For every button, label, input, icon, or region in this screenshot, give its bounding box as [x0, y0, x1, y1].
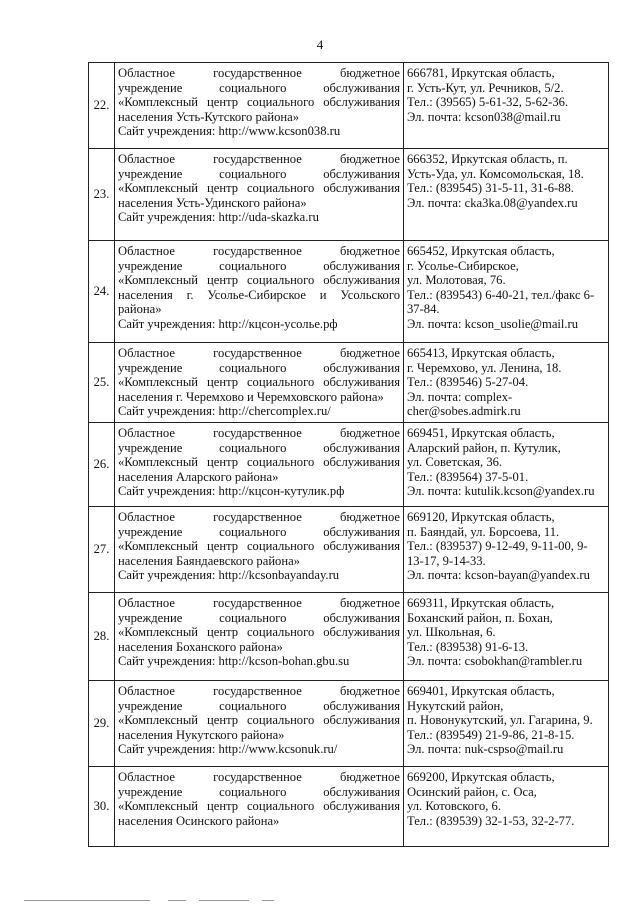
- page-footer-rule: [0, 896, 640, 905]
- institution-name-line: «Комплексный центр социального обслуживания: [118, 375, 400, 390]
- contact-info-line: Тел.: (839539) 32-1-53, 32-2-77.: [407, 813, 575, 828]
- contact-info-line: Эл. почта: csobokhan@rambler.ru: [407, 654, 583, 669]
- institution-name-line: учреждение социального обслуживания: [118, 258, 400, 273]
- institution-name-cell: [115, 507, 404, 593]
- contact-info-line: Эл. почта: kcson_usolie@mail.ru: [407, 316, 579, 331]
- contact-info-line: 666781, Иркутская область,: [407, 66, 555, 80]
- institution-name-line: Сайт учреждения: http://www.kcsonuk.ru/: [118, 742, 338, 757]
- row-number: 23.: [89, 149, 115, 241]
- institution-name-line: района»: [118, 302, 162, 317]
- institution-name-line: учреждение социального обслуживания: [118, 360, 400, 375]
- institution-name-line: населения Усть-Удинского района»: [118, 195, 307, 210]
- table-row: [89, 767, 609, 847]
- contact-info-cell: [404, 507, 609, 593]
- contact-info-cell: [404, 343, 609, 423]
- contact-info-line: 669311, Иркутская область,: [407, 596, 555, 610]
- table-row: [89, 681, 609, 767]
- contact-info-line: Тел.: (839545) 31-5-11, 31-6-88.: [407, 181, 574, 196]
- row-number: 30.: [89, 767, 115, 847]
- institution-name-cell: [115, 241, 404, 343]
- contact-info-cell: [404, 149, 609, 241]
- institution-name-line: «Комплексный центр социального обслуживания: [118, 455, 400, 470]
- contact-info-line: Эл. почта: nuk-cspso@mail.ru: [407, 742, 564, 757]
- institution-name-line: населения Боханского района»: [118, 639, 283, 654]
- institution-name-line: населения г. Усолье-Сибирское и Усольского: [118, 287, 400, 302]
- institution-name-line: населения Осинского района»: [118, 813, 280, 828]
- page-number: 4: [316, 37, 324, 52]
- institution-name-line: «Комплексный центр социального обслуживания: [118, 539, 400, 554]
- institution-name-line: Сайт учреждения: http://kcsonbayanday.ru: [118, 568, 340, 583]
- institution-name-line: учреждение социального обслуживания: [118, 524, 400, 539]
- institution-name-cell: [115, 767, 404, 847]
- institution-name-line: Областное государственное бюджетное: [118, 152, 400, 166]
- row-number: 24.: [89, 241, 115, 343]
- institution-name-line: «Комплексный центр социального обслуживания: [118, 713, 400, 728]
- row-number: 25.: [89, 343, 115, 423]
- row-number: 26.: [89, 423, 115, 507]
- institution-name-line: Сайт учреждения: http://www.kcson038.ru: [118, 124, 341, 139]
- institution-name-line: Сайт учреждения: http://chercomplex.ru/: [118, 404, 331, 419]
- contact-info-line: Нукутский район,: [407, 698, 504, 713]
- institution-name-line: Областное государственное бюджетное: [118, 346, 400, 360]
- contact-info-cell: [404, 681, 609, 767]
- institution-name-line: «Комплексный центр социального обслуживания: [118, 181, 400, 196]
- institution-name-line: Сайт учреждения: http://uda-skazka.ru: [118, 210, 319, 225]
- table-row: [89, 593, 609, 681]
- table-row: [89, 241, 609, 343]
- institution-name-line: учреждение социального обслуживания: [118, 610, 400, 625]
- contact-info-line: г. Усть-Кут, ул. Речников, 5/2.: [407, 80, 564, 95]
- contact-info-line: Эл. почта: kcson038@mail.ru: [407, 109, 561, 124]
- contact-info-line: п. Новонукутский, ул. Гагарина, 9.: [407, 713, 593, 728]
- contact-info-line: г. Черемхово, ул. Ленина, 18.: [407, 360, 562, 375]
- institution-name-line: учреждение социального обслуживания: [118, 166, 400, 181]
- institution-name-line: Областное государственное бюджетное: [118, 770, 400, 784]
- institution-name-line: Областное государственное бюджетное: [118, 66, 400, 80]
- institutions-table-body: [89, 63, 609, 847]
- institution-name-line: населения Нукутского района»: [118, 727, 285, 742]
- contact-info-line: 669200, Иркутская область,: [407, 770, 555, 784]
- table-row: [89, 507, 609, 593]
- contact-info-line: cher@sobes.admirk.ru: [407, 404, 521, 419]
- contact-info-line: Усть-Уда, ул. Комсомольская, 18.: [407, 166, 584, 181]
- table-row: [89, 149, 609, 241]
- contact-info-line: ул. Котовского, 6.: [407, 799, 501, 814]
- institution-name-line: населения Аларского района»: [118, 469, 279, 484]
- institutions-table: [88, 62, 609, 847]
- institution-name-line: Сайт учреждения: http://кцсон-кутулик.рф: [118, 484, 345, 499]
- contact-info-line: Тел.: (839549) 21-9-86, 21-8-15.: [407, 727, 575, 742]
- contact-info-line: п. Баяндай, ул. Борсоева, 11.: [407, 524, 560, 539]
- row-number: 29.: [89, 681, 115, 767]
- institution-name-line: Областное государственное бюджетное: [118, 510, 400, 524]
- contact-info-line: Тел.: (839543) 6-40-21, тел./факс 6-: [407, 287, 595, 302]
- row-number: 28.: [89, 593, 115, 681]
- contact-info-line: 665452, Иркутская область,: [407, 244, 555, 258]
- row-number: 27.: [89, 507, 115, 593]
- contact-info-line: Тел.: (839564) 37-5-01.: [407, 469, 529, 484]
- contact-info-cell: [404, 593, 609, 681]
- contact-info-line: 666352, Иркутская область, п.: [407, 152, 568, 166]
- contact-info-line: ул. Молотовая, 76.: [407, 273, 506, 288]
- contact-info-line: 665413, Иркутская область,: [407, 346, 555, 360]
- institution-name-line: Областное государственное бюджетное: [118, 426, 400, 440]
- institution-name-line: населения Усть-Кутского района»: [118, 109, 300, 124]
- contact-info-line: Эл. почта: kutulik.kcson@yandex.ru: [407, 484, 595, 499]
- institution-name-line: учреждение социального обслуживания: [118, 440, 400, 455]
- institution-name-cell: [115, 149, 404, 241]
- contact-info-line: Эл. почта: complex-: [407, 389, 513, 404]
- contact-info-cell: [404, 767, 609, 847]
- contact-info-line: 37-84.: [407, 302, 440, 317]
- contact-info-cell: [404, 63, 609, 149]
- contact-info-cell: [404, 423, 609, 507]
- institution-name-cell: [115, 593, 404, 681]
- institution-name-cell: [115, 63, 404, 149]
- contact-info-line: Тел.: (839538) 91-6-13.: [407, 639, 529, 654]
- contact-info-line: 669451, Иркутская область,: [407, 426, 555, 440]
- contact-info-line: Тел.: (839546) 5-27-04.: [407, 375, 529, 390]
- table-row: [89, 343, 609, 423]
- institution-name-line: «Комплексный центр социального обслуживания: [118, 799, 400, 814]
- institution-name-line: учреждение социального обслуживания: [118, 784, 400, 799]
- contact-info-line: Эл. почта: kcson-bayan@yandex.ru: [407, 568, 590, 583]
- institution-name-cell: [115, 681, 404, 767]
- institution-name-line: «Комплексный центр социального обслуживания: [118, 625, 400, 640]
- contact-info-cell: [404, 241, 609, 343]
- institution-name-line: Сайт учреждения: http://кцсон-усолье.рф: [118, 316, 338, 331]
- contact-info-line: ул. Школьная, 6.: [407, 625, 496, 640]
- institution-name-line: населения г. Черемхово и Черемховского района»: [118, 389, 384, 404]
- institution-name-line: «Комплексный центр социального обслуживания: [118, 273, 400, 288]
- institution-name-line: населения Баяндаевского района»: [118, 553, 300, 568]
- institution-name-line: учреждение социального обслуживания: [118, 80, 400, 95]
- contact-info-line: 13-17, 9-14-33.: [407, 553, 486, 568]
- institution-name-line: Областное государственное бюджетное: [118, 244, 400, 258]
- contact-info-line: Тел.: (839537) 9-12-49, 9-11-00, 9-: [407, 539, 588, 554]
- contact-info-line: 669401, Иркутская область,: [407, 684, 555, 698]
- contact-info-line: Эл. почта: cka3ka.08@yandex.ru: [407, 195, 578, 210]
- institution-name-cell: [115, 423, 404, 507]
- institution-name-line: учреждение социального обслуживания: [118, 698, 400, 713]
- contact-info-line: 669120, Иркутская область,: [407, 510, 555, 524]
- contact-info-line: Тел.: (39565) 5-61-32, 5-62-36.: [407, 95, 569, 110]
- contact-info-line: Осинский район, с. Оса,: [407, 784, 537, 799]
- row-number: 22.: [89, 63, 115, 149]
- table-row: [89, 423, 609, 507]
- institution-name-line: Сайт учреждения: http://kcson-bohan.gbu.su: [118, 654, 350, 669]
- table-row: [89, 63, 609, 149]
- institution-name-line: Областное государственное бюджетное: [118, 596, 400, 610]
- institution-name-cell: [115, 343, 404, 423]
- institution-name-line: «Комплексный центр социального обслуживания: [118, 95, 400, 110]
- contact-info-line: г. Усолье-Сибирское,: [407, 258, 519, 273]
- contact-info-line: Аларский район, п. Кутулик,: [407, 440, 561, 455]
- institution-name-line: Областное государственное бюджетное: [118, 684, 400, 698]
- contact-info-line: Боханский район, п. Бохан,: [407, 610, 553, 625]
- contact-info-line: ул. Советская, 36.: [407, 455, 503, 470]
